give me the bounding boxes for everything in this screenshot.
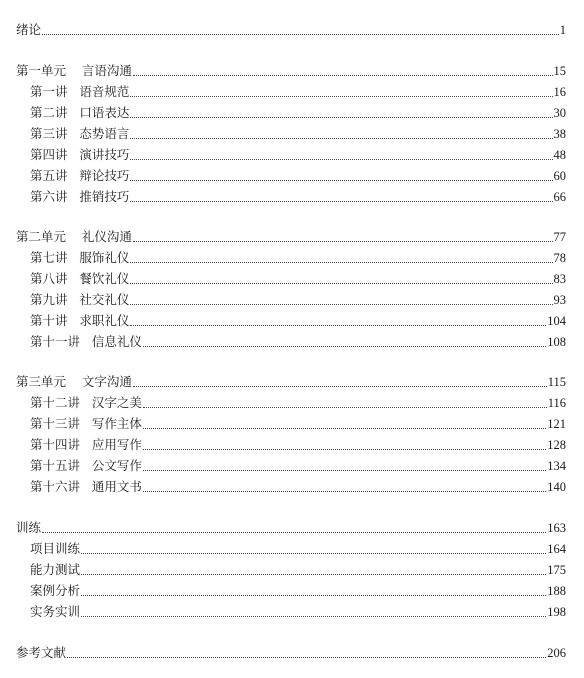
toc-entry-references[interactable]: [0, 643, 584, 663]
toc-page-number: 163: [547, 521, 566, 535]
toc-page-number: 16: [553, 85, 566, 99]
toc-page-number: 78: [553, 251, 566, 265]
toc-page-number: 140: [547, 480, 566, 494]
dot-leader: [67, 656, 546, 658]
toc-entry-lecture[interactable]: [0, 477, 584, 497]
toc-label: 案例分析: [30, 583, 81, 598]
dot-leader: [130, 179, 552, 181]
toc-label: 第十五讲 公文写作: [30, 458, 142, 473]
toc-entry-unit-3[interactable]: [0, 372, 584, 392]
toc-page-number: 198: [547, 605, 566, 619]
toc-page-number: 15: [553, 64, 566, 78]
dot-leader: [143, 345, 546, 347]
toc-entry-lecture[interactable]: [0, 332, 584, 352]
toc-label: 第十四讲 应用写作: [30, 437, 142, 452]
dot-leader: [130, 95, 552, 97]
dot-leader: [130, 261, 552, 263]
toc-entry-intro[interactable]: [0, 20, 584, 40]
toc-label: 能力测试: [30, 562, 81, 577]
toc-label: 第十二讲 汉字之美: [30, 395, 142, 410]
toc-label: 实务实训: [30, 604, 81, 619]
toc-page-number: 175: [547, 563, 566, 577]
toc-entry-training-item[interactable]: [0, 539, 584, 559]
dot-leader: [130, 200, 552, 202]
toc-label: 第四讲 演讲技巧: [30, 147, 130, 162]
toc-page-number: 128: [547, 438, 566, 452]
toc-page-number: 115: [547, 375, 566, 389]
toc-label: 第十讲 求职礼仪: [30, 313, 130, 328]
toc-label: 第二讲 口语表达: [30, 105, 130, 120]
toc-page-number: 93: [553, 293, 566, 307]
toc-page-number: 30: [553, 106, 566, 120]
toc-label: 第二单元 礼仪沟通: [16, 229, 132, 244]
toc-entry-lecture[interactable]: [0, 456, 584, 476]
toc-label: 第六讲 推销技巧: [30, 189, 130, 204]
toc-entry-unit-2[interactable]: [0, 227, 584, 247]
dot-leader: [143, 469, 546, 471]
toc-page-number: 206: [547, 646, 566, 660]
toc-label: 训练: [16, 520, 42, 535]
toc-page-number: 60: [553, 169, 566, 183]
toc-label: 第一讲 语音规范: [30, 84, 130, 99]
toc-page-number: 121: [547, 417, 566, 431]
toc-page-number: 188: [547, 584, 566, 598]
toc-entry-lecture[interactable]: [0, 248, 584, 268]
toc-entry-lecture[interactable]: [0, 187, 584, 207]
dot-leader: [42, 531, 546, 533]
toc-page-number: 134: [547, 459, 566, 473]
toc-entry-lecture[interactable]: [0, 145, 584, 165]
toc-page-number: 66: [553, 190, 566, 204]
toc-label: 第十六讲 通用文书: [30, 479, 142, 494]
toc-label: 第一单元 言语沟通: [16, 63, 132, 78]
dot-leader: [81, 552, 546, 554]
dot-leader: [143, 448, 546, 450]
toc-entry-lecture[interactable]: [0, 393, 584, 413]
dot-leader: [143, 490, 546, 492]
dot-leader: [130, 282, 552, 284]
toc-label: 第五讲 辩论技巧: [30, 168, 130, 183]
toc-entry-lecture[interactable]: [0, 290, 584, 310]
dot-leader: [133, 385, 547, 387]
dot-leader: [81, 594, 546, 596]
dot-leader: [130, 137, 552, 139]
toc-entry-lecture[interactable]: [0, 435, 584, 455]
toc-page-number: 83: [553, 272, 566, 286]
dot-leader: [143, 406, 547, 408]
toc-label: 第十三讲 写作主体: [30, 416, 142, 431]
dot-leader: [42, 33, 559, 35]
toc-page-number: 104: [547, 314, 566, 328]
toc-page-number: 77: [553, 230, 566, 244]
toc-page-number: 164: [547, 542, 566, 556]
toc-label: 第三讲 态势语言: [30, 126, 130, 141]
toc-entry-unit-1[interactable]: [0, 61, 584, 81]
toc-entry-lecture[interactable]: [0, 166, 584, 186]
toc-page-number: 38: [553, 127, 566, 141]
toc-entry-training-item[interactable]: [0, 602, 584, 622]
toc-page-number: 48: [553, 148, 566, 162]
toc-label: 第三单元 文字沟通: [16, 374, 132, 389]
dot-leader: [130, 116, 552, 118]
toc-label: 第七讲 服饰礼仪: [30, 250, 130, 265]
dot-leader: [130, 303, 552, 305]
toc-page-number: 1: [559, 23, 566, 37]
toc-page-number: 116: [547, 396, 566, 410]
toc-label: 绪论: [16, 22, 42, 37]
toc-entry-lecture[interactable]: [0, 82, 584, 102]
toc-entry-training-item[interactable]: [0, 560, 584, 580]
toc-label: 第十一讲 信息礼仪: [30, 334, 142, 349]
toc-entry-lecture[interactable]: [0, 269, 584, 289]
toc-label: 第九讲 社交礼仪: [30, 292, 130, 307]
toc-label: 项目训练: [30, 541, 81, 556]
dot-leader: [133, 74, 553, 76]
dot-leader: [133, 240, 553, 242]
toc-label: 参考文献: [16, 645, 67, 660]
dot-leader: [143, 427, 546, 429]
toc-page-number: 108: [547, 335, 566, 349]
dot-leader: [81, 573, 546, 575]
toc-entry-training-item[interactable]: [0, 581, 584, 601]
toc-entry-lecture[interactable]: [0, 103, 584, 123]
toc-entry-lecture[interactable]: [0, 124, 584, 144]
dot-leader: [81, 615, 546, 617]
toc-entry-training[interactable]: [0, 518, 584, 538]
toc-entry-lecture[interactable]: [0, 311, 584, 331]
toc-label: 第八讲 餐饮礼仪: [30, 271, 130, 286]
dot-leader: [130, 158, 552, 160]
dot-leader: [130, 324, 546, 326]
toc-entry-lecture[interactable]: [0, 414, 584, 434]
